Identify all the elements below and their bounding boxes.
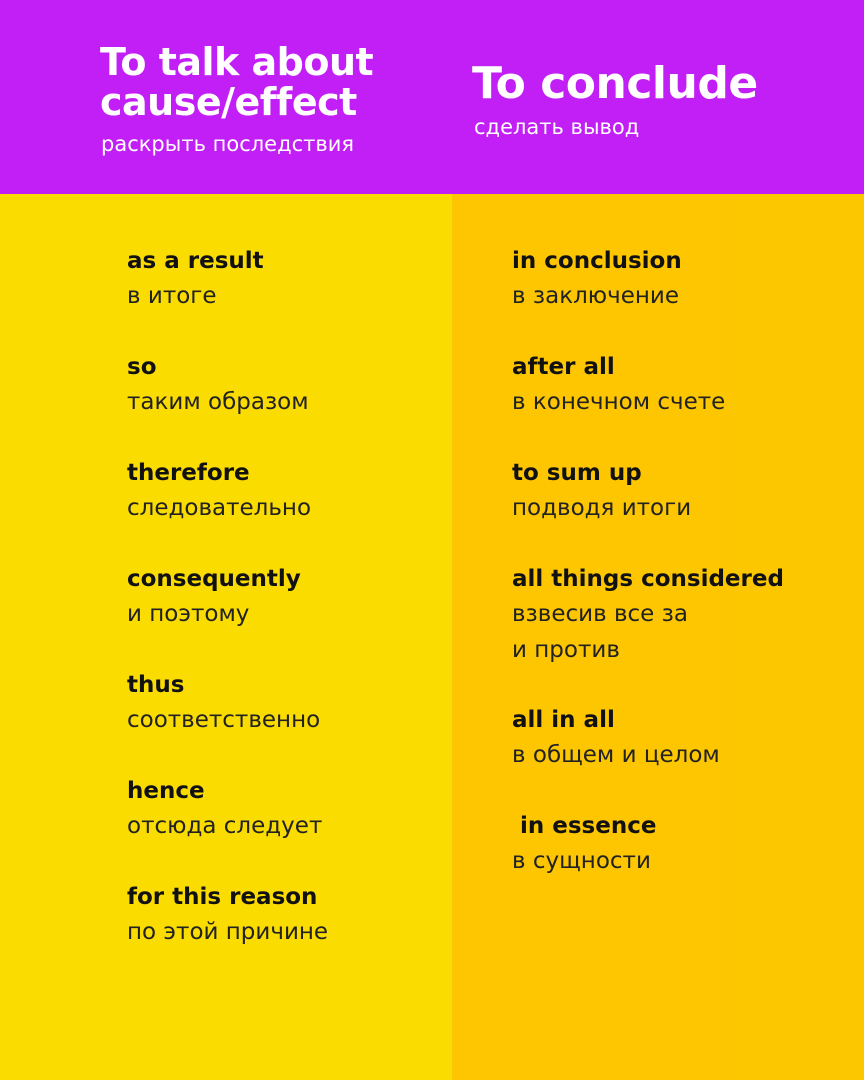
english-phrase: therefore (127, 460, 250, 486)
list-item (127, 774, 447, 880)
list-item (512, 703, 852, 809)
russian-translation: в заключение (512, 283, 680, 309)
russian-translation: и поэтому (127, 601, 250, 627)
english-phrase: as a result (127, 248, 264, 274)
left-column-subtitle: раскрыть последствия (101, 132, 355, 156)
conclude-phrase-list (512, 244, 852, 915)
russian-translation: соответственно (127, 707, 321, 733)
english-phrase: to sum up (512, 460, 642, 486)
cause-effect-phrase-list (127, 244, 447, 986)
list-item (127, 456, 447, 562)
english-phrase: in essence (512, 813, 657, 839)
english-phrase: all in all (512, 707, 615, 733)
list-item (127, 562, 447, 668)
list-item (127, 880, 447, 986)
russian-translation: подводя итоги (512, 495, 692, 521)
russian-translation: следовательно (127, 495, 312, 521)
russian-translation: взвесив все за (512, 601, 688, 627)
english-phrase: consequently (127, 566, 301, 592)
english-phrase: thus (127, 672, 185, 698)
russian-translation: отсюда следует (127, 813, 323, 839)
english-phrase: in conclusion (512, 248, 682, 274)
left-column-title (100, 42, 430, 122)
list-item (512, 244, 852, 350)
english-phrase: so (127, 354, 157, 380)
left-title-line-1: To talk about (100, 40, 374, 84)
list-item (127, 350, 447, 456)
right-column-title: To conclude (472, 58, 758, 109)
english-phrase: hence (127, 778, 205, 804)
russian-translation: в итоге (127, 283, 217, 309)
russian-translation-continued: и против (512, 637, 620, 663)
list-item (512, 350, 852, 456)
list-item (127, 244, 447, 350)
list-item (512, 562, 852, 703)
list-item (512, 809, 852, 915)
left-title-line-2: cause/effect (100, 80, 357, 124)
list-item (127, 668, 447, 774)
russian-translation: в конечном счете (512, 389, 726, 415)
english-phrase: all things considered (512, 566, 784, 592)
list-item (512, 456, 852, 562)
russian-translation: по этой причине (127, 919, 329, 945)
russian-translation: таким образом (127, 389, 309, 415)
english-phrase: after all (512, 354, 615, 380)
russian-translation: в сущности (512, 848, 651, 874)
right-column-subtitle: сделать вывод (474, 115, 640, 139)
russian-translation: в общем и целом (512, 742, 720, 768)
english-phrase: for this reason (127, 884, 318, 910)
